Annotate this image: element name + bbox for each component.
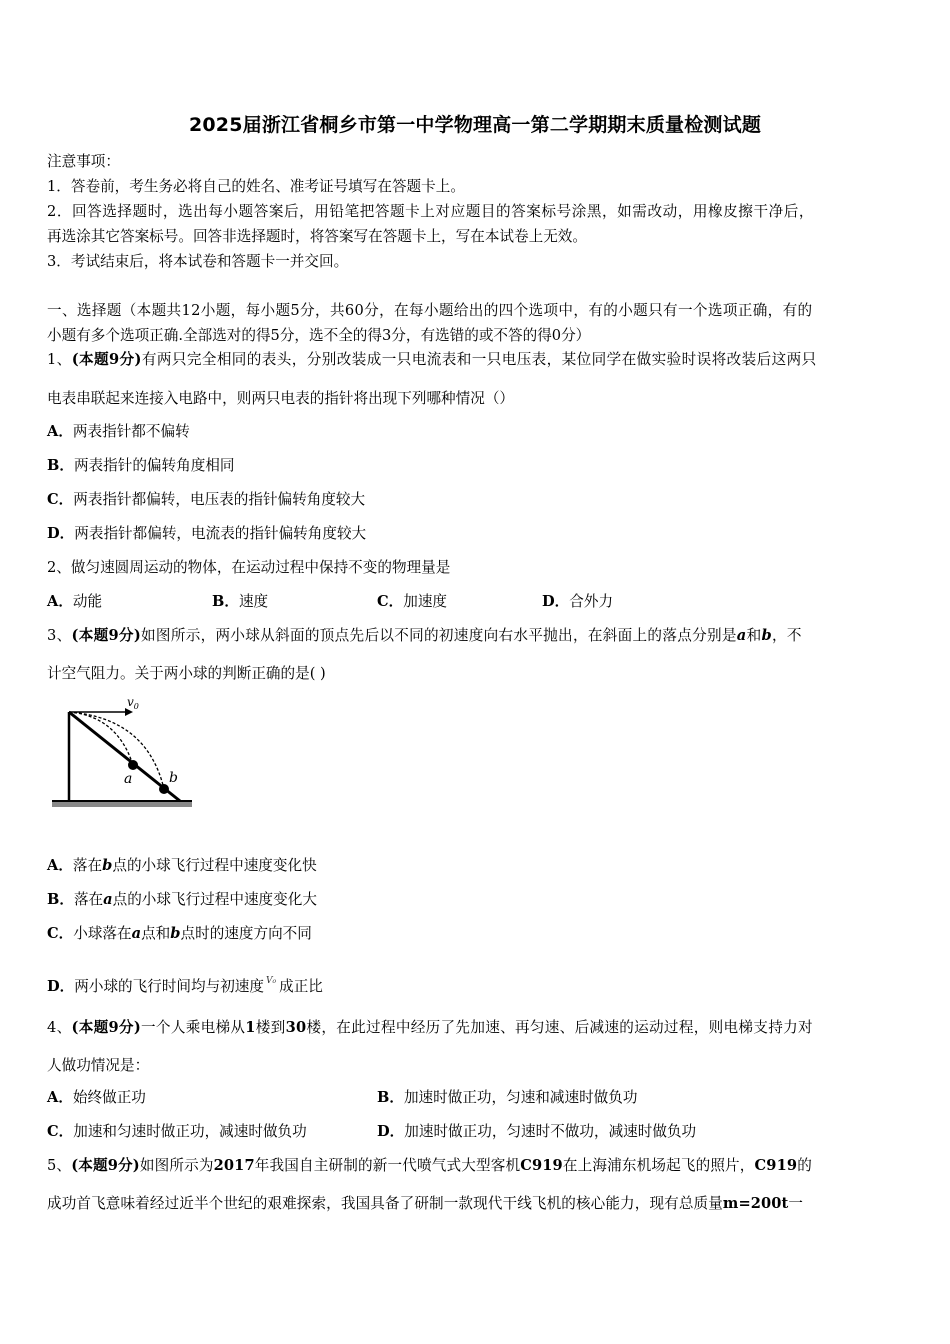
section-header-line: 小题有多个选项正确.全部选对的得5分，选不全的得3分，有选错的或不答的得0分） [47,327,591,344]
section-header-line: 一、选择题（本题共12小题，每小题5分，共60分，在每小题给出的四个选项中，有的小题只有一个选项正确，有的 [47,302,813,319]
question-text: 有两只完全相同的表头，分别改装成一只电流表和一只电压表，某位同学在做实验时误将改装后这两只 [141,351,817,368]
question-4-line: 4、(本题9分)一个人乘电梯从1楼到30楼，在此过程中经历了先加速、再匀速、后减速的运动过程，则电梯支持力对 [47,1019,813,1036]
question-4-line: 人做功情况是： [47,1057,150,1074]
projectile-incline-figure [47,690,207,820]
question-3-line: 3、(本题9分)如图所示，两小球从斜面的顶点先后以不同的初速度向右水平抛出，在斜面上的落点分别是a和b，不 [47,627,802,644]
q3-option-b: B．落在a点的小球飞行过程中速度变化大 [47,891,317,908]
q1-option-c: C．两表指针都偏转，电压表的指针偏转角度较大 [47,491,366,508]
ball-b [159,784,169,794]
question-5-line: 5、(本题9分)如图所示为2017年我国自主研制的新一代喷气式大型客机C919在上海浦东机场起飞的照片，C919的 [47,1157,812,1174]
q3-option-c: C．小球落在a点和b点时的速度方向不同 [47,925,312,942]
q4-option-c: C．加速和匀速时做正功，减速时做负功 [47,1123,307,1140]
notice-item: 1．答卷前，考生务必将自己的姓名、准考证号填写在答题卡上。 [47,178,465,195]
question-2-line: 2、做匀速圆周运动的物体，在运动过程中保持不变的物理量是 [47,559,451,576]
q4-option-a: A．始终做正功 [47,1089,146,1106]
q2-option-c: C．加速度 [377,593,448,610]
question-3-line: 计空气阻力。关于两小球的判断正确的是( ) [47,665,326,682]
label-b: b [169,770,178,786]
question-number: 1、 [47,351,72,368]
notice-item: 3．考试结束后，将本试卷和答题卡一并交回。 [47,253,349,270]
question-1-line [47,350,817,370]
question-1-line: 电表串联起来连接入电路中，则两只电表的指针将出现下列哪种情况（） [47,390,515,407]
notice-item: 再选涂其它答案标号。回答非选择题时，将答案写在答题卡上，写在本试卷上无效。 [47,228,587,245]
q3-option-a: A．落在b点的小球飞行过程中速度变化快 [47,857,317,874]
v0-label: $v_0$ [127,695,139,711]
page-title: 2025届浙江省桐乡市第一中学物理高一第二学期期末质量检测试题 [188,114,762,136]
notice-item: 2．回答选择题时，选出每小题答案后，用铅笔把答题卡上对应题目的答案标号涂黑，如需改动，用橡皮擦干净后， [47,203,815,220]
q4-option-d: D．加速时做正功，匀速时不做功，减速时做负功 [377,1123,697,1140]
q2-option-d: D．合外力 [542,593,614,610]
label-a: a [124,771,133,787]
q1-option-b: B．两表指针的偏转角度相同 [47,457,235,474]
velocity-arrowhead [125,708,133,716]
q4-option-b: B．加速时做正功，匀速和减速时做负功 [377,1089,638,1106]
q1-option-d: D．两表指针都偏转，电流表的指针偏转角度较大 [47,525,367,542]
q3-option-d: D．两小球的飞行时间均与初速度 $^{V_0}$ 成正比 [47,976,323,995]
question-score-tag: (本题9分) [71,351,142,368]
q1-option-a: A．两表指针都不偏转 [47,423,190,440]
q2-option-b: B．速度 [212,593,269,610]
ball-a [128,760,138,770]
notice-heading: 注意事项： [47,153,120,170]
question-5-line: 成功首飞意味着经过近半个世纪的艰难探索，我国具备了研制一款现代干线飞机的核心能力，现有总质量m=200t一 [47,1195,804,1212]
q2-option-a: A．动能 [47,593,103,610]
